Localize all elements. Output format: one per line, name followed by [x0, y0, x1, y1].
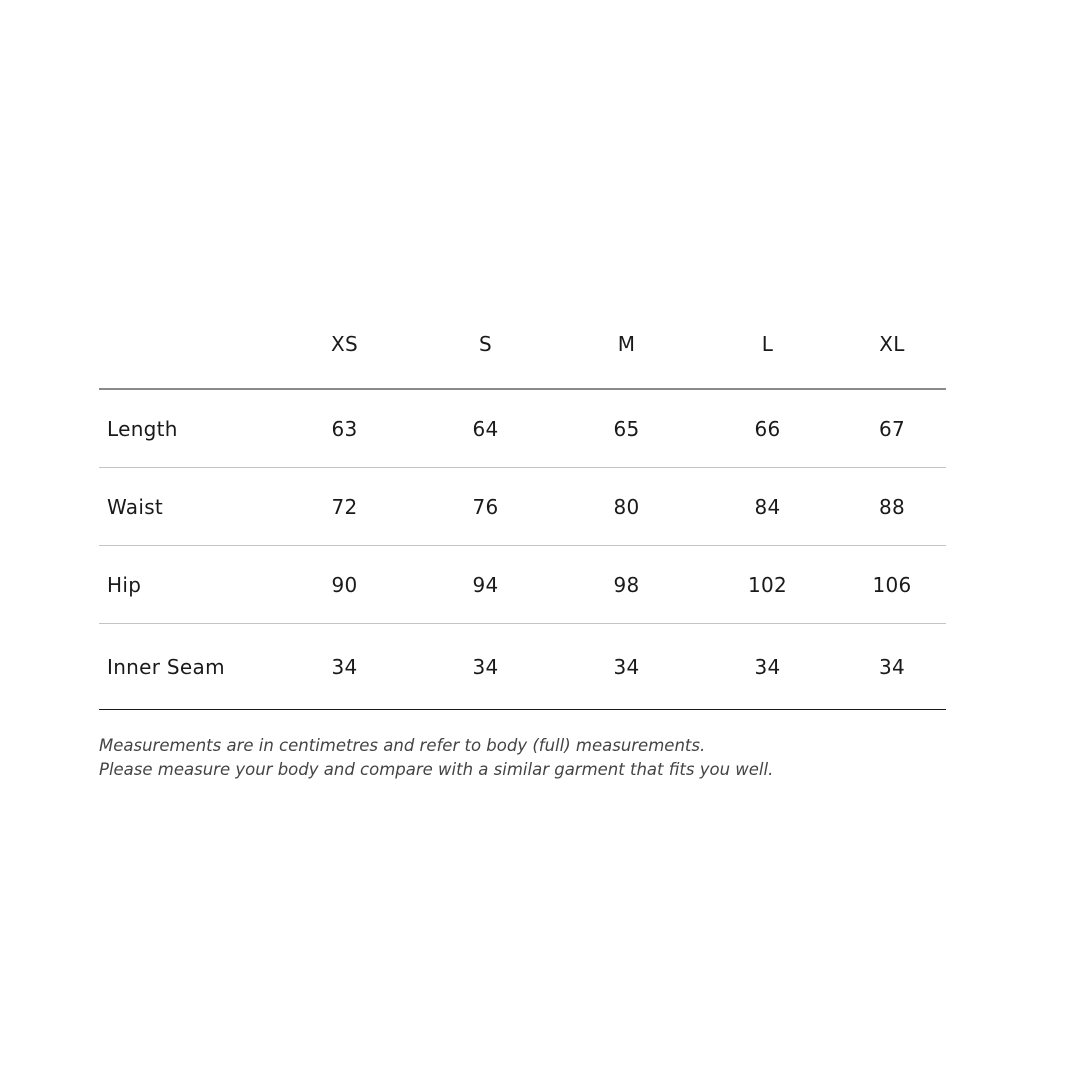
- row-label: Hip: [99, 546, 274, 624]
- table-cell: 65: [556, 389, 697, 468]
- table-cell: 80: [556, 468, 697, 546]
- table-cell: 98: [556, 546, 697, 624]
- size-table: [99, 300, 946, 710]
- table-row-length: [99, 389, 946, 468]
- table-cell: 76: [415, 468, 556, 546]
- size-header-xl: XL: [838, 300, 946, 389]
- table-cell: 34: [697, 624, 838, 710]
- table-cell: 34: [556, 624, 697, 710]
- size-header-xs: XS: [274, 300, 415, 389]
- table-cell: 90: [274, 546, 415, 624]
- size-header-m: M: [556, 300, 697, 389]
- note-line-advice: Please measure your body and compare with a similar garment that fits you well.: [99, 760, 774, 779]
- table-cell: 64: [415, 389, 556, 468]
- corner-cell: [99, 300, 274, 389]
- table-cell: 66: [697, 389, 838, 468]
- size-header-l: L: [697, 300, 838, 389]
- measurement-notes: [99, 734, 946, 782]
- table-cell: 72: [274, 468, 415, 546]
- row-label: Waist: [99, 468, 274, 546]
- table-cell: 88: [838, 468, 946, 546]
- table-cell: 34: [838, 624, 946, 710]
- header-row: [99, 300, 946, 389]
- note-line-units: Measurements are in centimetres and refer to body (full) measurements.: [99, 736, 706, 755]
- table-cell: 34: [415, 624, 556, 710]
- table-cell: 34: [274, 624, 415, 710]
- table-cell: 67: [838, 389, 946, 468]
- size-chart: [99, 300, 946, 782]
- table-cell: 106: [838, 546, 946, 624]
- table-row-hip: [99, 546, 946, 624]
- row-label: Length: [99, 389, 274, 468]
- size-header-s: S: [415, 300, 556, 389]
- table-row-inner-seam: [99, 624, 946, 710]
- table-cell: 63: [274, 389, 415, 468]
- table-row-waist: [99, 468, 946, 546]
- table-cell: 84: [697, 468, 838, 546]
- table-cell: 94: [415, 546, 556, 624]
- row-label: Inner Seam: [99, 624, 274, 710]
- table-cell: 102: [697, 546, 838, 624]
